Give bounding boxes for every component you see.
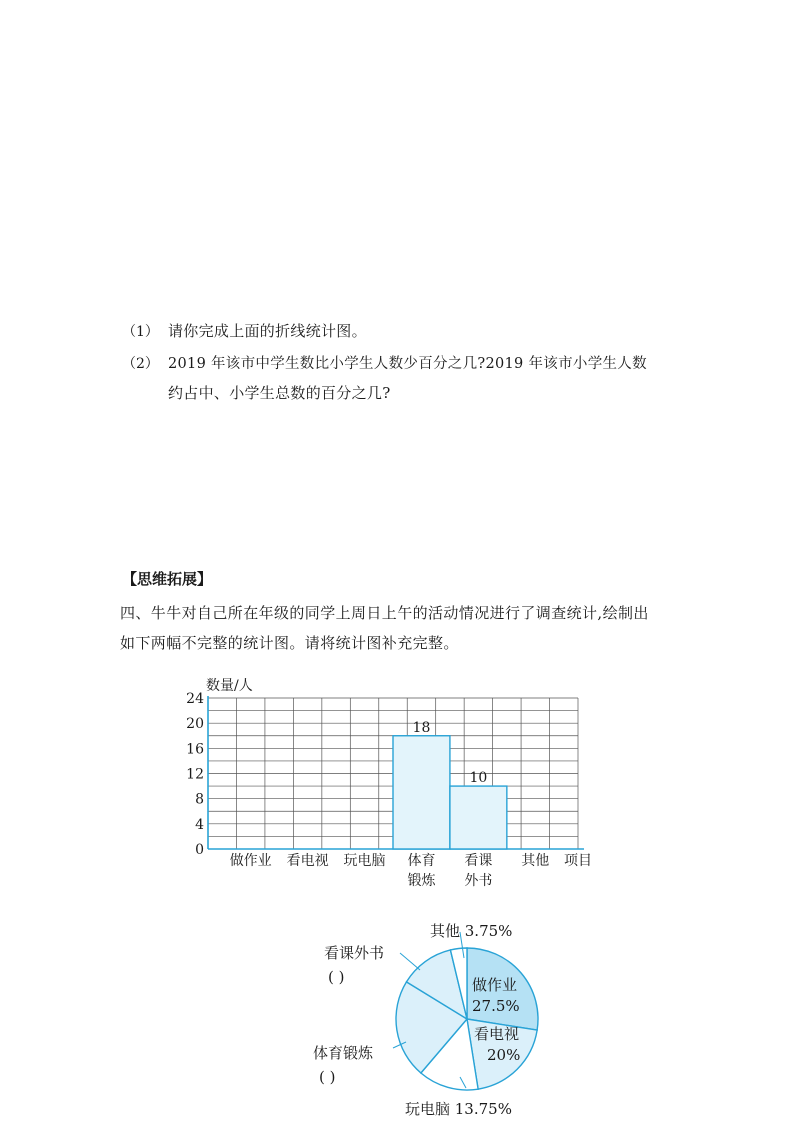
bar-chart: [180, 670, 610, 895]
bar-data-label: 10: [469, 770, 488, 787]
q2-number: （2）: [122, 356, 159, 372]
pie-label-sports: 体育锻炼: [313, 1044, 374, 1062]
category-label: 体育: [407, 853, 436, 869]
category-label: 其他: [521, 853, 550, 869]
q2-text-line2: 约占中、小学生总数的百分之几?: [168, 384, 391, 402]
y-tick-label: 4: [195, 816, 204, 833]
bar-data-label: 18: [412, 719, 431, 736]
y-tick-label: 16: [186, 741, 204, 758]
problem-line2: 如下两幅不完整的统计图。请将统计图补充完整。: [120, 634, 459, 652]
bar-chart-bars: [393, 720, 507, 849]
y-tick-label: 12: [186, 766, 204, 783]
bar-chart-xlabel: 项目: [564, 853, 592, 869]
y-tick-label: 8: [195, 791, 204, 808]
section-title: 【思维拓展】: [122, 570, 213, 588]
pie-label-computer: 玩电脑 13.75%: [405, 1100, 512, 1118]
q1-number: （1）: [122, 324, 159, 340]
y-tick-label: 0: [195, 842, 204, 858]
pie-label-sports-blank: ( ): [319, 1068, 336, 1086]
category-label: 锻炼: [407, 873, 436, 889]
pie-label-homework: 做作业: [472, 976, 518, 994]
pie-label-other: 其他 3.75%: [430, 922, 513, 940]
pie-label-reading-blank: ( ): [328, 968, 345, 986]
pie-label-homework-pct: 27.5%: [472, 997, 520, 1015]
pie-slices: [396, 948, 538, 1090]
bar: [393, 736, 450, 849]
category-label: 看电视: [286, 853, 329, 869]
y-tick-label: 24: [186, 691, 204, 707]
category-label: 玩电脑: [343, 853, 386, 869]
y-tick-label: 20: [186, 716, 204, 733]
category-label: 看课: [464, 853, 493, 869]
category-label: 外书: [464, 873, 493, 889]
bar-chart-y-ticks: [186, 691, 204, 858]
q1-text: 请你完成上面的折线统计图。: [168, 322, 367, 340]
bar-chart-ylabel: 数量/人: [206, 678, 253, 694]
leader-reading: [400, 953, 420, 970]
category-label: 做作业: [229, 853, 272, 869]
q2-text-line1: 2019 年该市中学生数比小学生人数少百分之几?2019 年该市小学生人数: [168, 356, 647, 372]
bar-chart-categories: [230, 852, 550, 889]
problem-line1: 四、牛牛对自己所在年级的同学上周日上午的活动情况进行了调查统计,绘制出: [120, 604, 649, 622]
pie-label-reading: 看课外书: [324, 944, 385, 962]
pie-label-tv: 看电视: [474, 1025, 520, 1043]
pie-label-tv-pct: 20%: [487, 1046, 521, 1064]
pie-chart: [300, 910, 560, 1120]
bar: [450, 786, 507, 849]
